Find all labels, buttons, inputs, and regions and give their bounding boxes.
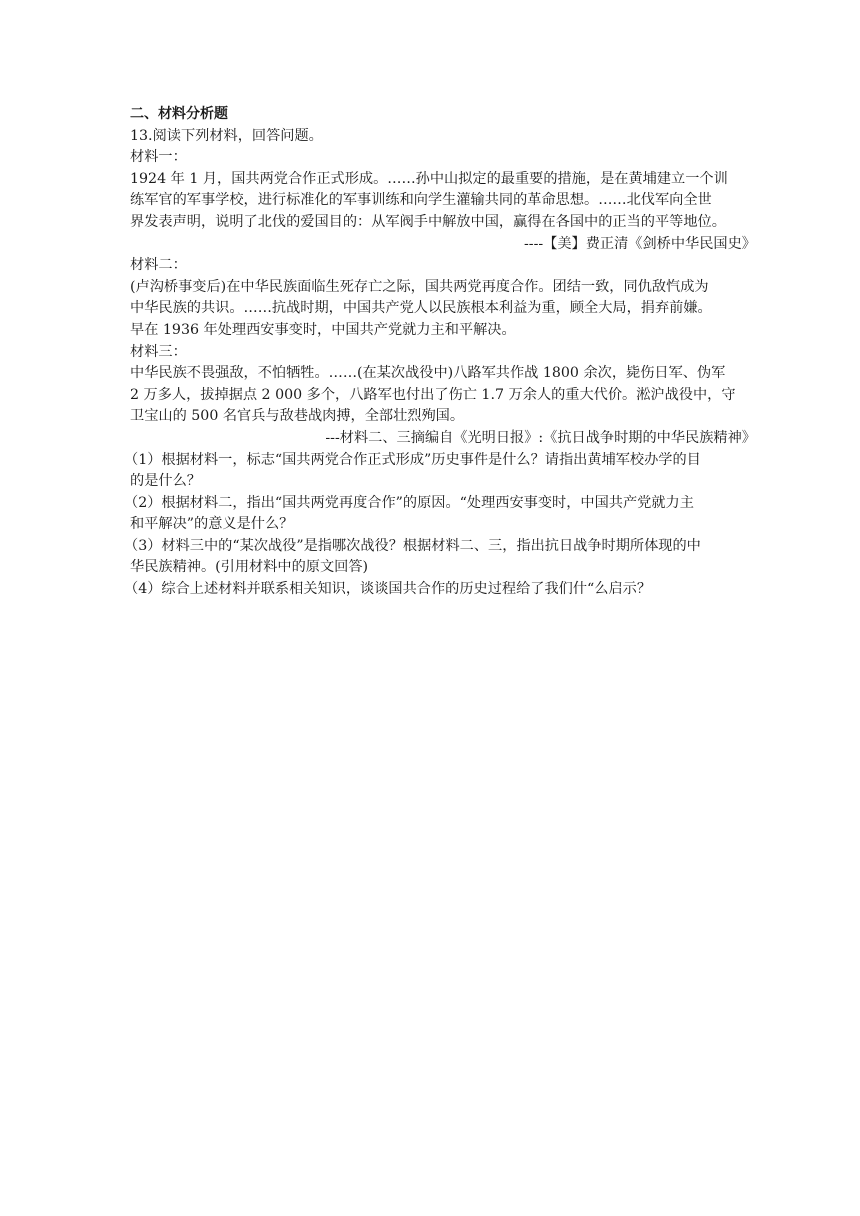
question-4-line: （4）综合上述材料并联系相关知识，谈谈国共合作的历史过程给了我们什“么启示？ [124,581,652,598]
section-title: 二、材料分析题 [130,106,228,122]
material1-line: 界发表声明，说明了北伐的爱国目的：从军阀手中解放中国，赢得在各国中的正当的平等地位。 [130,213,726,230]
material2-line: 早在 1936 年处理西安事变时，中国共产党就力主和平解决。 [130,321,516,338]
material2-label: 材料二： [130,257,187,274]
question-1-line: （1）根据材料一，标志“国共两党合作正式形成”历史事件是什么？请指出黄埔军校办学的目 [124,451,701,468]
material3-line: 2 万多人，拔掉据点 2 000 多个，八路军也付出了伤亡 1.7 万余人的重大代价。淞沪战役中，守 [130,386,736,403]
material3-label: 材料三： [130,343,187,360]
question-1-line: 的是什么？ [130,473,201,490]
material2-line: (卢沟桥事变后)在中华民族面临生死存亡之际，国共两党再度合作。团结一致，同仇敌忾成为 [130,278,709,295]
material1-line: 1924 年 1 月，国共两党合作正式形成。……孙中山拟定的最重要的措施，是在黄埔建立一个训 [130,170,728,187]
material1-label: 材料一： [130,149,187,166]
material2-line: 中华民族的共识。……抗战时期，中国共产党人以民族根本利益为重，顾全大局，捐弃前嫌。 [130,300,712,317]
document-page [124,104,770,601]
question-intro: 13.阅读下列材料，回答问题。 [130,127,323,144]
question-2-line: 和平解决”的意义是什么？ [130,516,294,533]
question-2-line: （2）根据材料二，指出“国共两党再度合作”的原因。“处理西安事变时，中国共产党就力主 [124,494,694,511]
question-3-line: （3）材料三中的“某次战役”是指哪次战役？根据材料二、三，指出抗日战争时期所体现的中 [124,537,701,554]
material1-line: 练军官的军事学校，进行标准化的军事训练和向学生灌输共同的革命思想。……北伐军向全世 [130,192,712,209]
material3-source: ---材料二、三摘编自《光明日报》:《抗日战争时期的中华民族精神》 [325,429,756,446]
material3-line: 卫宝山的 500 名官兵与敌巷战肉搏，全部壮烈殉国。 [130,408,465,425]
material1-source: ----【美】费正清《剑桥中华民国史》 [524,235,756,252]
material3-line: 中华民族不畏强敌，不怕牺牲。……(在某次战役中)八路军共作战 1800 余次，毙伤日军、伪军 [130,365,726,382]
question-3-line: 华民族精神。(引用材料中的原文回答) [130,559,369,576]
